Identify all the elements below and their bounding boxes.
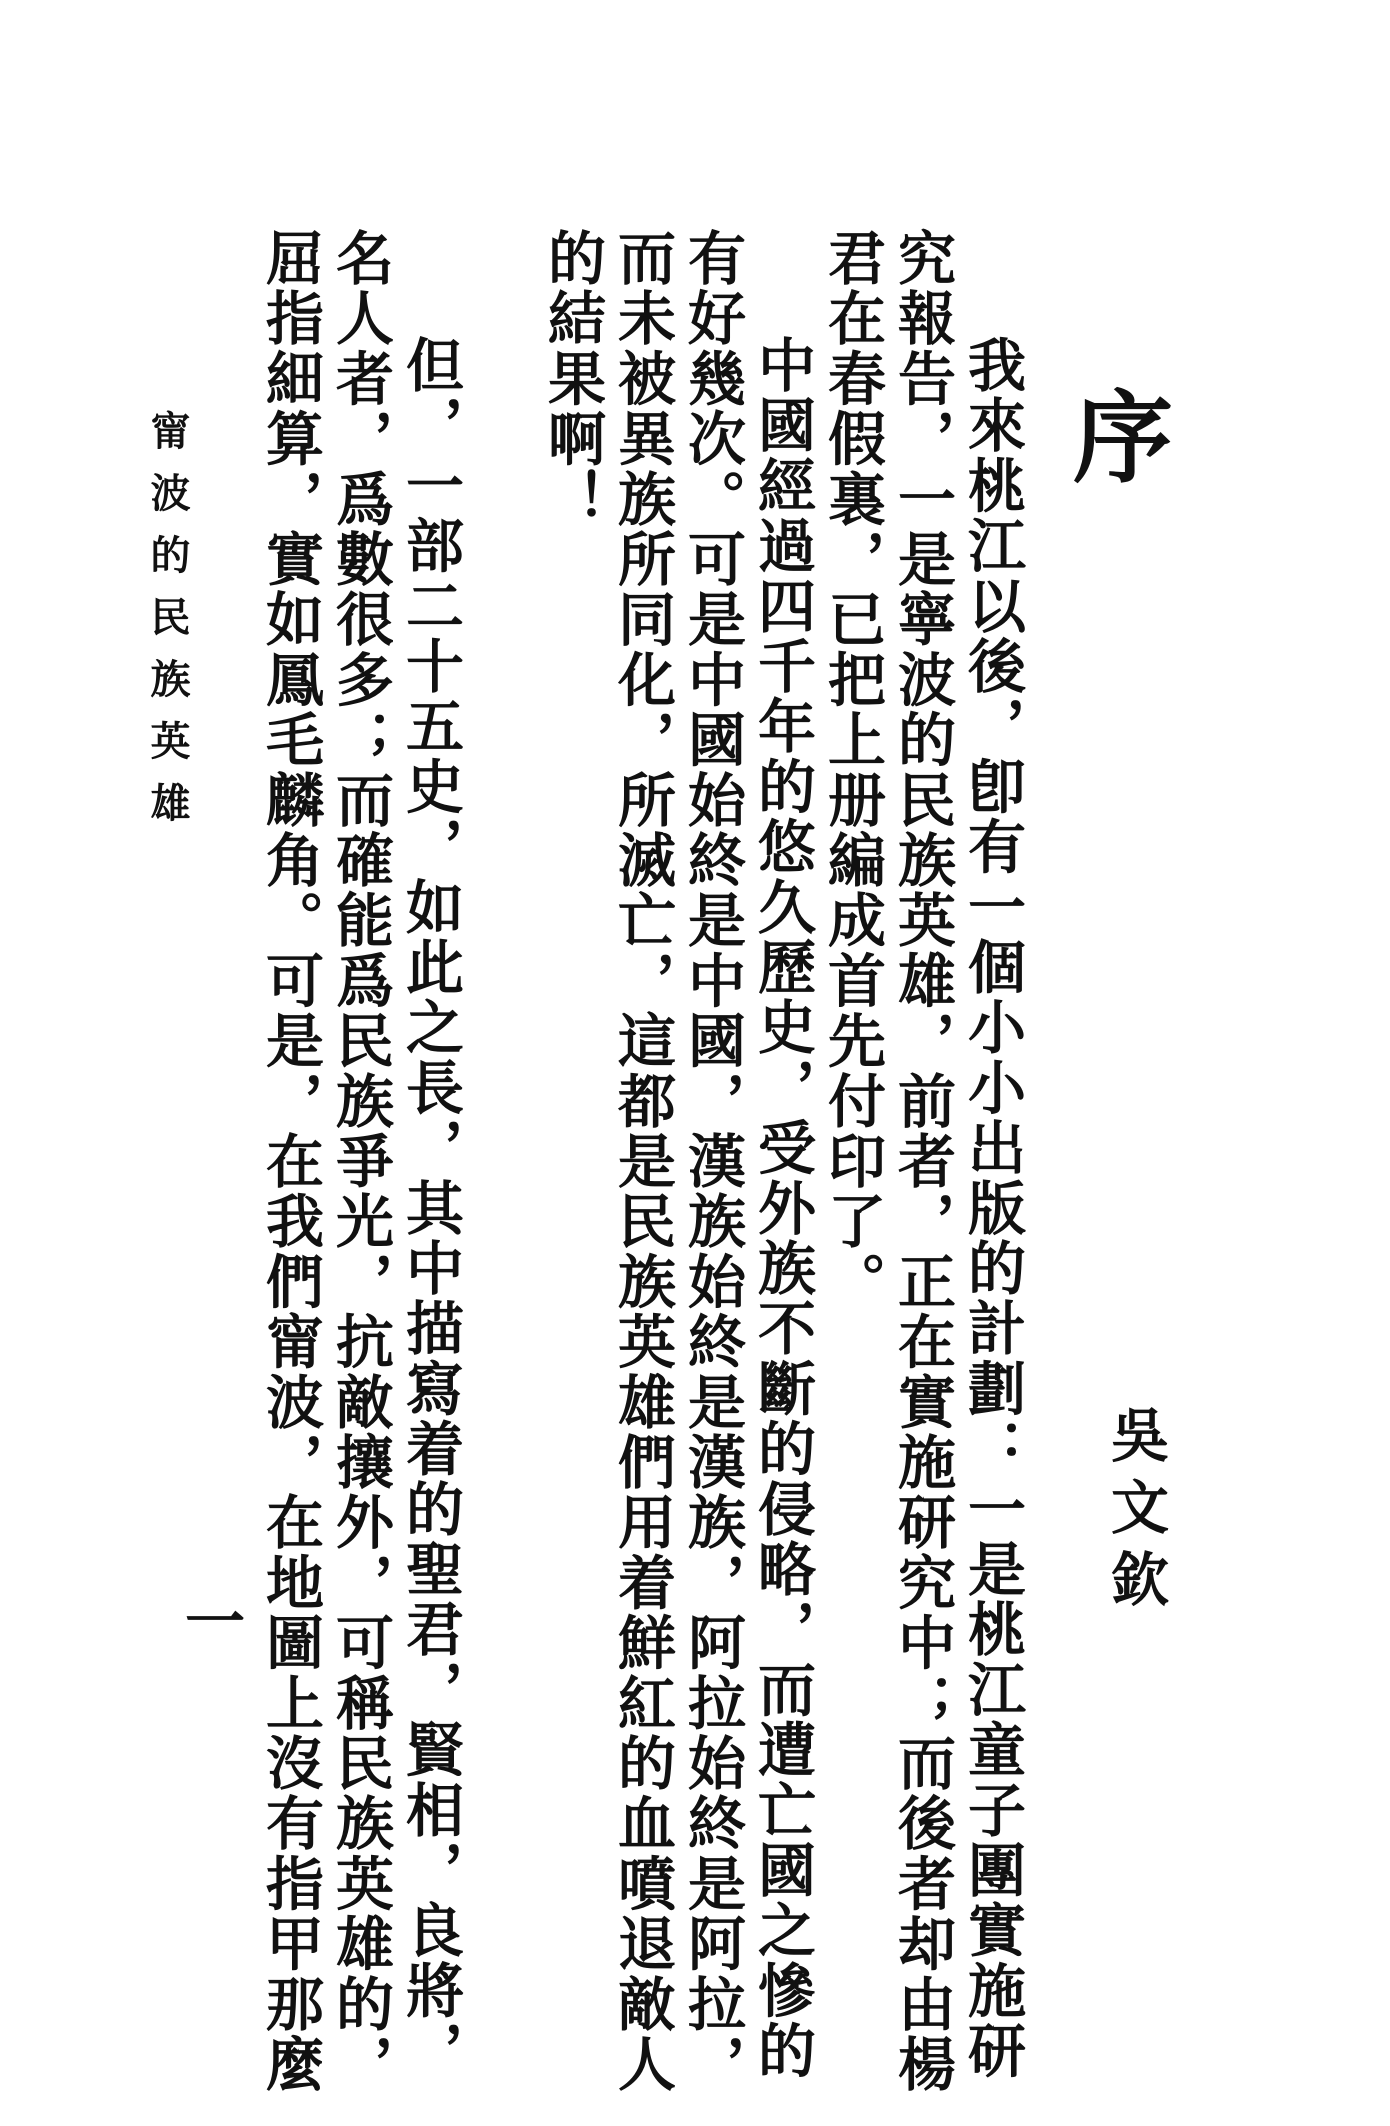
text-column-5: 有好幾次。可是中國始終是中國，漢族始終是漢族，阿拉始終是阿拉， (678, 228, 746, 2095)
text-column-2: 究報告，一是寧波的民族英雄，前者，正在實施研究中；而後者却由楊 (888, 228, 956, 2095)
text-column-8: 但，一部二十五史，如此之長，其中描寫着的聖君，賢相，良將， (396, 335, 464, 2081)
text-column-9: 名人者，爲數很多；而確能爲民族爭光，抗敵攘外，可稱民族英雄的， (326, 228, 394, 2095)
page-title: 序 (1056, 385, 1174, 485)
author-name: 吳文欽 (1101, 1405, 1169, 1621)
text-column-4: 中國經過四千年的悠久歷史，受外族不斷的侵略，而遭亡國之慘的 (748, 335, 816, 2081)
running-head: 甯波的民族英雄 (144, 410, 191, 844)
page-number: 一 (175, 1590, 245, 1650)
text-column-6: 而未被異族所同化，所滅亡，這都是民族英雄們用着鮮紅的血噴退敵人 (608, 228, 676, 2095)
text-column-10: 屈指細算，實如鳳毛麟角。可是，在我們甯波，在地圖上沒有指甲那麼 (256, 228, 324, 2095)
text-column-3: 君在春假裏，已把上册編成首先付印了。 (818, 228, 886, 1312)
text-column-1: 我來桃江以後，卽有一個小小出版的計劃：一是桃江童子團實施研 (958, 335, 1026, 2081)
text-column-7: 的結果啊！ (538, 228, 606, 529)
